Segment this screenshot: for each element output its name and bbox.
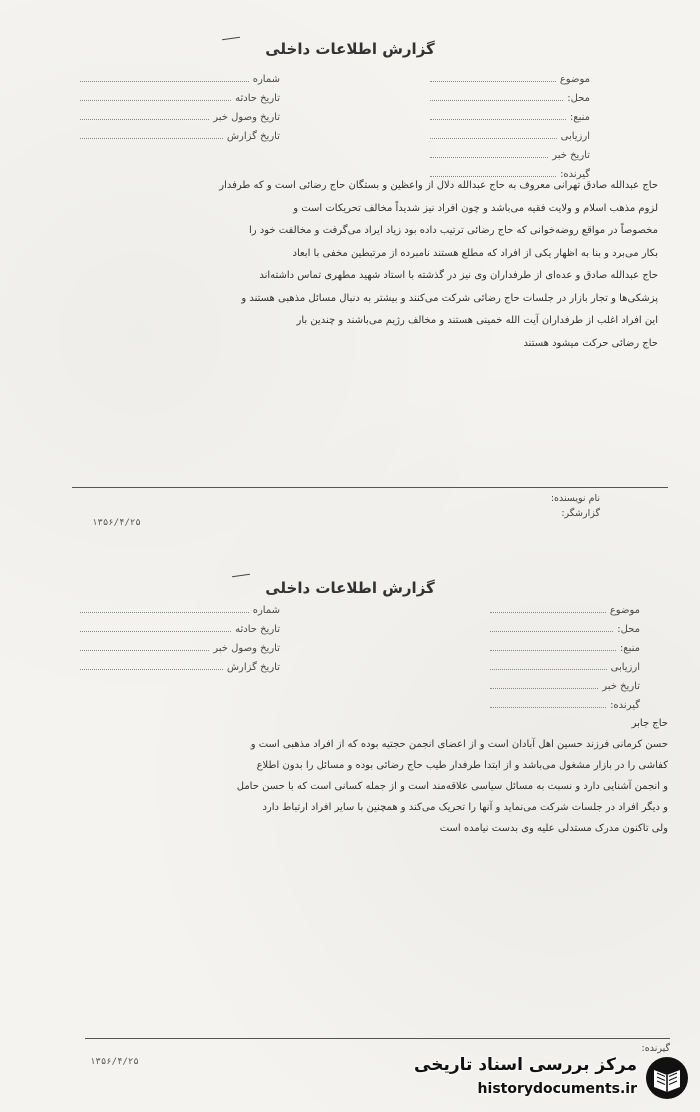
field-dots <box>80 631 231 632</box>
field-row <box>490 658 640 677</box>
body-line: پزشکی‌ها و تجار بازار در جلسات حاج رضائی شرکت می‌کنند و بیشتر به دنبال مسائل مذهبی هستند و <box>241 292 658 304</box>
field-dots <box>430 119 566 120</box>
field-row <box>430 146 590 165</box>
field-label: ارزیابی <box>610 662 640 673</box>
field-dots <box>80 612 249 613</box>
report-body <box>58 175 658 355</box>
field-row <box>80 70 280 89</box>
field-row <box>80 620 280 639</box>
field-dots <box>490 707 606 708</box>
archive-watermark <box>410 1052 695 1108</box>
field-label: تاریخ گزارش <box>226 131 280 142</box>
field-row <box>80 89 280 108</box>
field-row <box>80 601 280 620</box>
body-line: حاج جابر <box>631 718 668 729</box>
field-row <box>490 639 640 658</box>
field-label: منبع: <box>619 643 640 654</box>
field-label: محل: <box>567 93 590 104</box>
field-label: ارزیابی <box>560 131 590 142</box>
field-dots <box>80 138 223 139</box>
field-dots <box>490 688 598 689</box>
body-line: بکار می‌برد و بنا به اظهار یکی از افراد که مطلع هستند نامبرده از مرتبطین مخفی با ابعاد <box>292 247 658 259</box>
field-row <box>80 108 280 127</box>
field-row <box>490 677 640 696</box>
body-line: کفاشی را در بازار مشغول می‌باشد و از ابتدا طرفدار طیب حاج رضائی بوده و مسائل را بدون اطلاع <box>256 760 668 771</box>
fields-right <box>490 601 640 715</box>
field-label: شماره <box>252 74 280 85</box>
field-label: تاریخ حادثه <box>235 93 280 104</box>
watermark-title: مرکز بررسی اسناد تاریخی <box>414 1055 637 1075</box>
report-footer <box>551 493 600 523</box>
field-dots <box>430 100 563 101</box>
field-row <box>430 70 590 89</box>
field-label: تاریخ خبر <box>602 681 640 692</box>
field-row <box>80 658 280 677</box>
field-label: گیرنده: <box>560 169 590 180</box>
reference-number: ۱۳۵۶/۴/۲۵ <box>92 518 141 528</box>
watermark-url[interactable]: historydocuments.ir <box>477 1081 637 1097</box>
body-line: این افراد اغلب از طرفداران آیت الله خمینی هستند و مخالف رژیم می‌باشند و چندین بار <box>296 315 658 326</box>
report-2 <box>0 545 700 1112</box>
field-dots <box>430 157 548 158</box>
report-1 <box>0 0 700 545</box>
book-logo-icon <box>645 1056 689 1100</box>
field-dots <box>490 669 607 670</box>
body-line: حاج عبدالله صادق تهرانی معروف به حاج عبدالله دلال از واعظین و بستگان حاج رضائی است و که طرفدار <box>219 180 658 191</box>
field-label: موضوع <box>559 74 590 85</box>
body-line: لزوم مذهب اسلام و ولایت فقیه می‌باشد و چون افراد نیز شدیداً مخالف تحریکات است و <box>293 202 658 214</box>
divider-line <box>85 1038 670 1039</box>
field-dots <box>490 612 606 613</box>
field-row <box>80 639 280 658</box>
field-label: تاریخ حادثه <box>235 624 280 635</box>
ink-mark <box>232 574 250 577</box>
reference-number: ۱۳۵۶/۴/۲۵ <box>90 1057 139 1067</box>
field-dots <box>490 650 616 651</box>
field-row <box>430 127 590 146</box>
report-body <box>58 713 668 839</box>
body-line: حاج رضائی حرکت میشود هستند <box>523 337 658 349</box>
field-row <box>490 601 640 620</box>
field-dots <box>490 631 613 632</box>
field-dots <box>80 81 249 82</box>
field-label: تاریخ وصول خبر <box>213 643 280 654</box>
field-dots <box>80 119 209 120</box>
field-label: شماره <box>252 605 280 616</box>
footer-line: نام نویسنده: <box>550 493 600 504</box>
field-dots <box>80 669 223 670</box>
divider-line <box>72 487 668 488</box>
field-label: منبع: <box>569 112 590 123</box>
report-title: گزارش اطلاعات داخلی <box>265 40 435 58</box>
fields-left <box>80 601 280 677</box>
body-line: حسن کرمانی فرزند حسین اهل آبادان است و از اعضای انجمن حجتیه بوده که از افراد مذهبی است و <box>250 739 668 750</box>
field-label: موضوع <box>609 605 640 616</box>
field-dots <box>430 81 556 82</box>
fields-right <box>430 70 590 184</box>
footer-line: گزارشگر: <box>561 508 600 519</box>
body-line: ولی تاکنون مدرک مستدلی علیه وی بدست نیامده است <box>439 823 668 834</box>
field-label: محل: <box>617 624 640 635</box>
fields-left <box>80 70 280 146</box>
field-row <box>430 89 590 108</box>
report-title: گزارش اطلاعات داخلی <box>265 579 435 597</box>
field-row <box>490 620 640 639</box>
body-line: و انجمن آشنایی دارد و نسبت به مسائل سیاسی علاقه‌مند است و از جمله کسانی است که با حسن حامل <box>236 781 668 792</box>
field-dots <box>80 650 209 651</box>
field-dots <box>430 138 557 139</box>
body-line: مخصوصاً در مواقع روضه‌خوانی که حاج رضائی ترتیب داده بود زیاد ایراد می‌گرفت و مخالفت خود را <box>248 225 658 236</box>
body-line: و دیگر افراد در جلسات شرکت می‌نماید و آنها را تحریک می‌کند و همچنین با سایر افراد ارتباط دارد <box>262 802 668 813</box>
field-row <box>430 108 590 127</box>
footer-line: گیرنده: <box>641 1043 670 1054</box>
field-dots <box>80 100 231 101</box>
field-label: تاریخ وصول خبر <box>213 112 280 123</box>
field-row <box>80 127 280 146</box>
body-line: حاج عبدالله صادق و عده‌ای از طرفداران وی نیز در گذشته با استاد شهید مطهری تماس داشته‌اند <box>259 270 658 281</box>
field-label: تاریخ گزارش <box>226 662 280 673</box>
field-label: گیرنده: <box>610 700 640 711</box>
field-label: تاریخ خبر <box>552 150 590 161</box>
